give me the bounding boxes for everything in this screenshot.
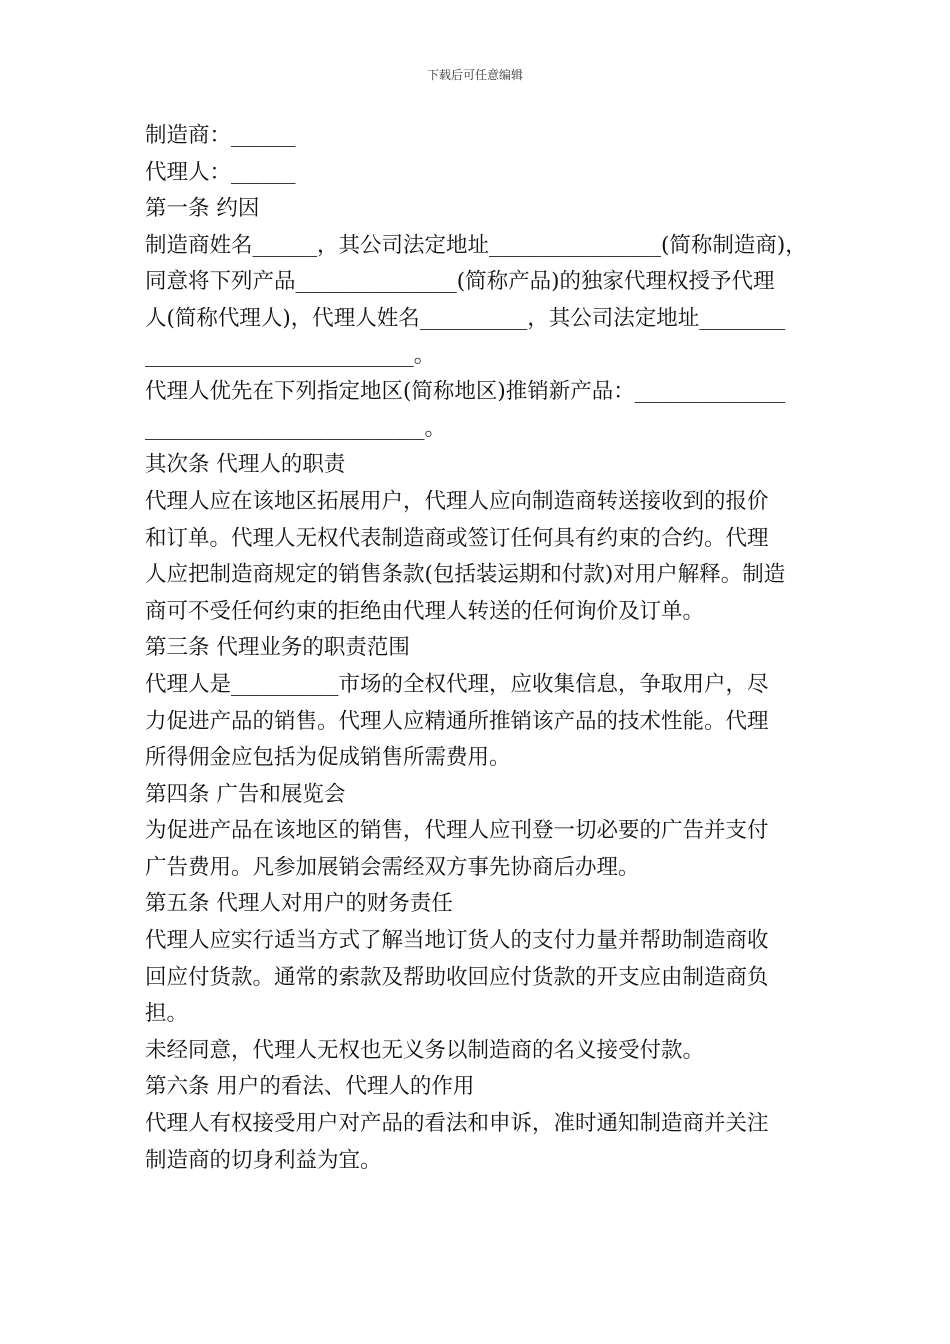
- article-1-text-line: _________________________。: [145, 342, 436, 368]
- article-2-text-line: 人应把制造商规定的销售条款(包括装运期和付款)对用户解释。制造: [145, 562, 786, 588]
- article-1-text-line: 制造商姓名______，其公司法定地址________________(简称制造商)，: [145, 232, 807, 258]
- article-1-territory-line: __________________________。: [145, 415, 447, 441]
- article-1-territory-line: 代理人优先在下列指定地区(简称地区)推销新产品：______________: [145, 379, 786, 405]
- article-1-text-line: 同意将下列产品_______________(简称产品)的独家代理权授予代理: [145, 269, 775, 295]
- article-1-heading: 第一条 约因: [145, 196, 260, 222]
- article-3-text-line: 所得佣金应包括为促成销售所需费用。: [145, 745, 511, 771]
- article-3-text-line: 代理人是__________市场的全权代理，应收集信息，争取用户，尽: [145, 671, 769, 697]
- article-5-heading: 第五条 代理人对用户的财务责任: [145, 891, 453, 917]
- article-6-text-line: 代理人有权接受用户对产品的看法和申诉，准时通知制造商并关注: [145, 1111, 769, 1137]
- article-5-text-line: 担。: [145, 1001, 189, 1027]
- article-1-text-line: 人(简称代理人)，代理人姓名__________，其公司法定地址________: [145, 305, 786, 331]
- manufacturer-line: 制造商：______: [145, 123, 296, 148]
- article-4-text-line: 广告费用。凡参加展销会需经双方事先协商后办理。: [145, 854, 640, 880]
- article-6-text-line: 制造商的切身利益为宜。: [145, 1147, 382, 1173]
- article-2-text-line: 代理人应在该地区拓展用户，代理人应向制造商转送接收到的报价: [145, 488, 769, 514]
- article-2-text-line: 和订单。代理人无权代表制造商或签订任何具有约束的合约。代理: [145, 525, 769, 551]
- agent-line: 代理人：______: [145, 159, 296, 185]
- article-3-text-line: 力促进产品的销售。代理人应精通所推销该产品的技术性能。代理: [145, 708, 769, 734]
- article-4-text-line: 为促进产品在该地区的销售，代理人应刊登一切必要的广告并支付: [145, 818, 769, 844]
- article-5-text-line: 代理人应实行适当方式了解当地订货人的支付力量并帮助制造商收: [145, 928, 769, 954]
- article-2-heading: 其次条 代理人的职责: [145, 452, 346, 478]
- article-4-heading: 第四条 广告和展览会: [145, 781, 346, 807]
- article-5-text-line: 回应付货款。通常的索款及帮助收回应付货款的开支应由制造商负: [145, 964, 769, 990]
- article-5-text-line: 未经同意，代理人无权也无义务以制造商的名义接受付款。: [145, 1037, 705, 1063]
- article-6-heading: 第六条 用户的看法、代理人的作用: [145, 1074, 475, 1100]
- article-2-text-line: 商可不受任何约束的拒绝由代理人转送的任何询价及订单。: [145, 598, 705, 624]
- header-note: 下载后可任意编辑: [426, 68, 523, 82]
- document-body: [145, 118, 813, 1179]
- article-3-heading: 第三条 代理业务的职责范围: [145, 635, 410, 661]
